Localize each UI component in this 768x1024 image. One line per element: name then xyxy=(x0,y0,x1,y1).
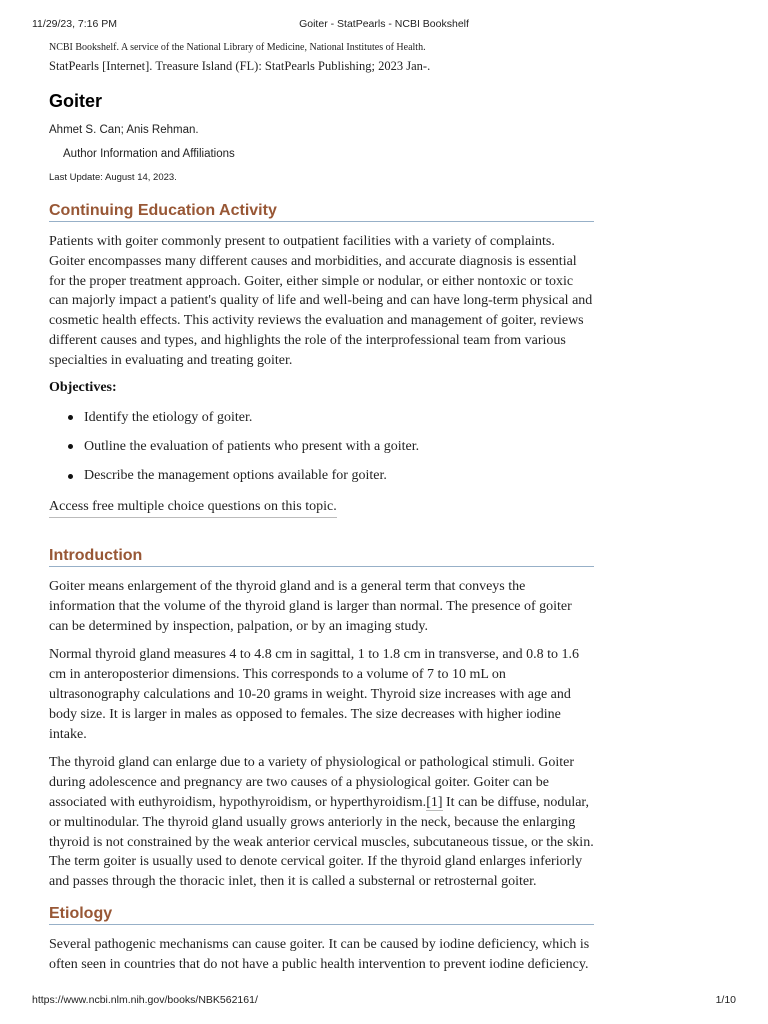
authors: Ahmet S. Can; Anis Rehman. xyxy=(49,124,199,136)
section-etiology xyxy=(49,905,594,975)
section-heading: Etiology xyxy=(49,905,594,925)
section-continuing-education xyxy=(49,202,594,534)
section-introduction xyxy=(49,547,594,892)
objectives-list xyxy=(49,408,594,487)
page-url: https://www.ncbi.nlm.nih.gov/books/NBK562161/ xyxy=(32,994,258,1006)
page-count: 1/10 xyxy=(715,994,736,1006)
author-affiliations-link[interactable]: Author Information and Affiliations xyxy=(63,148,235,160)
section-heading: Continuing Education Activity xyxy=(49,202,594,222)
paragraph: Patients with goiter commonly present to outpatient facilities with a variety of complaints. Goiter encompasses many different causes and morbidities, and accurate diagnosis is essential for the proper treatment approach. Goiter, either simple or nodular, or either nontoxic or toxic can majorly impact a patient's quality of life and well-being and can have long-term physical and cosmetic health effects. This activity reviews the evaluation and management of goiter, reviews different causes and types, and highlights the role of the interprofessional team from various specialties in evaluating and treating goiter. xyxy=(49,234,593,368)
paragraph: Goiter means enlargement of the thyroid gland and is a general term that conveys the information that the volume of the thyroid gland is larger than normal. The presence of goiter can be determined by inspection, palpation, or by an imaging study. xyxy=(49,578,572,634)
print-footer xyxy=(32,994,736,1008)
mcq-access-link[interactable]: Access free multiple choice questions on this topic. xyxy=(49,497,337,518)
article-content xyxy=(49,42,594,988)
paragraph: Several pathogenic mechanisms can cause goiter. It can be caused by iodine deficiency, which is often seen in countries that do not have a public health intervention to prevent iodine deficiency. xyxy=(49,936,590,972)
ncbi-banner: NCBI Bookshelf. A service of the National Library of Medicine, National Institutes of Health. xyxy=(49,42,426,53)
last-update: Last Update: August 14, 2023. xyxy=(49,172,177,183)
list-item: Describe the management options available for goiter. xyxy=(49,466,594,486)
citation: StatPearls [Internet]. Treasure Island (FL): StatPearls Publishing; 2023 Jan-. xyxy=(49,59,431,73)
section-heading: Introduction xyxy=(49,547,594,567)
print-datetime: 11/29/23, 7:16 PM xyxy=(32,18,118,30)
page-title: Goiter xyxy=(49,91,103,111)
paragraph-text: The thyroid gland can enlarge due to a variety of physiological or pathological stimuli. Goiter during adolescence and pregnancy are two causes of a physiological goiter. Goiter can be associated with euthyroidism, hypothyroidism, or hyperthyroidism. xyxy=(49,755,574,810)
objectives-label: Objectives: xyxy=(49,379,117,395)
print-page-title: Goiter - StatPearls - NCBI Bookshelf xyxy=(299,18,469,30)
list-item: Outline the evaluation of patients who present with a goiter. xyxy=(49,437,594,457)
paragraph: Normal thyroid gland measures 4 to 4.8 cm in sagittal, 1 to 1.8 cm in transverse, and 0.8 to 1.6 cm in anteroposterior dimensions. This corresponds to a volume of 7 to 10 mL on ultrasonography calculations and 10-20 grams in weight. Thyroid size increases with age and body size. It is larger in males as opposed to females. The size decreases with higher iodine intake. xyxy=(49,647,579,742)
paragraph-text: It can be diffuse, nodular, or multinodular. The thyroid gland usually grows anteriorly in the neck, because the enlarging thyroid is not constrained by the weak anterior cervical muscles, subcutaneous tissue, or the skin. The term goiter is usually used to denote cervical goiter. If the thyroid gland enlarges inferiorly and passes through the thoracic inlet, then it is called a substernal or retrosternal goiter. xyxy=(49,794,594,890)
paragraph xyxy=(49,753,594,892)
print-header xyxy=(32,18,736,32)
list-item: Identify the etiology of goiter. xyxy=(49,408,594,428)
reference-link[interactable]: [1] xyxy=(426,794,443,810)
